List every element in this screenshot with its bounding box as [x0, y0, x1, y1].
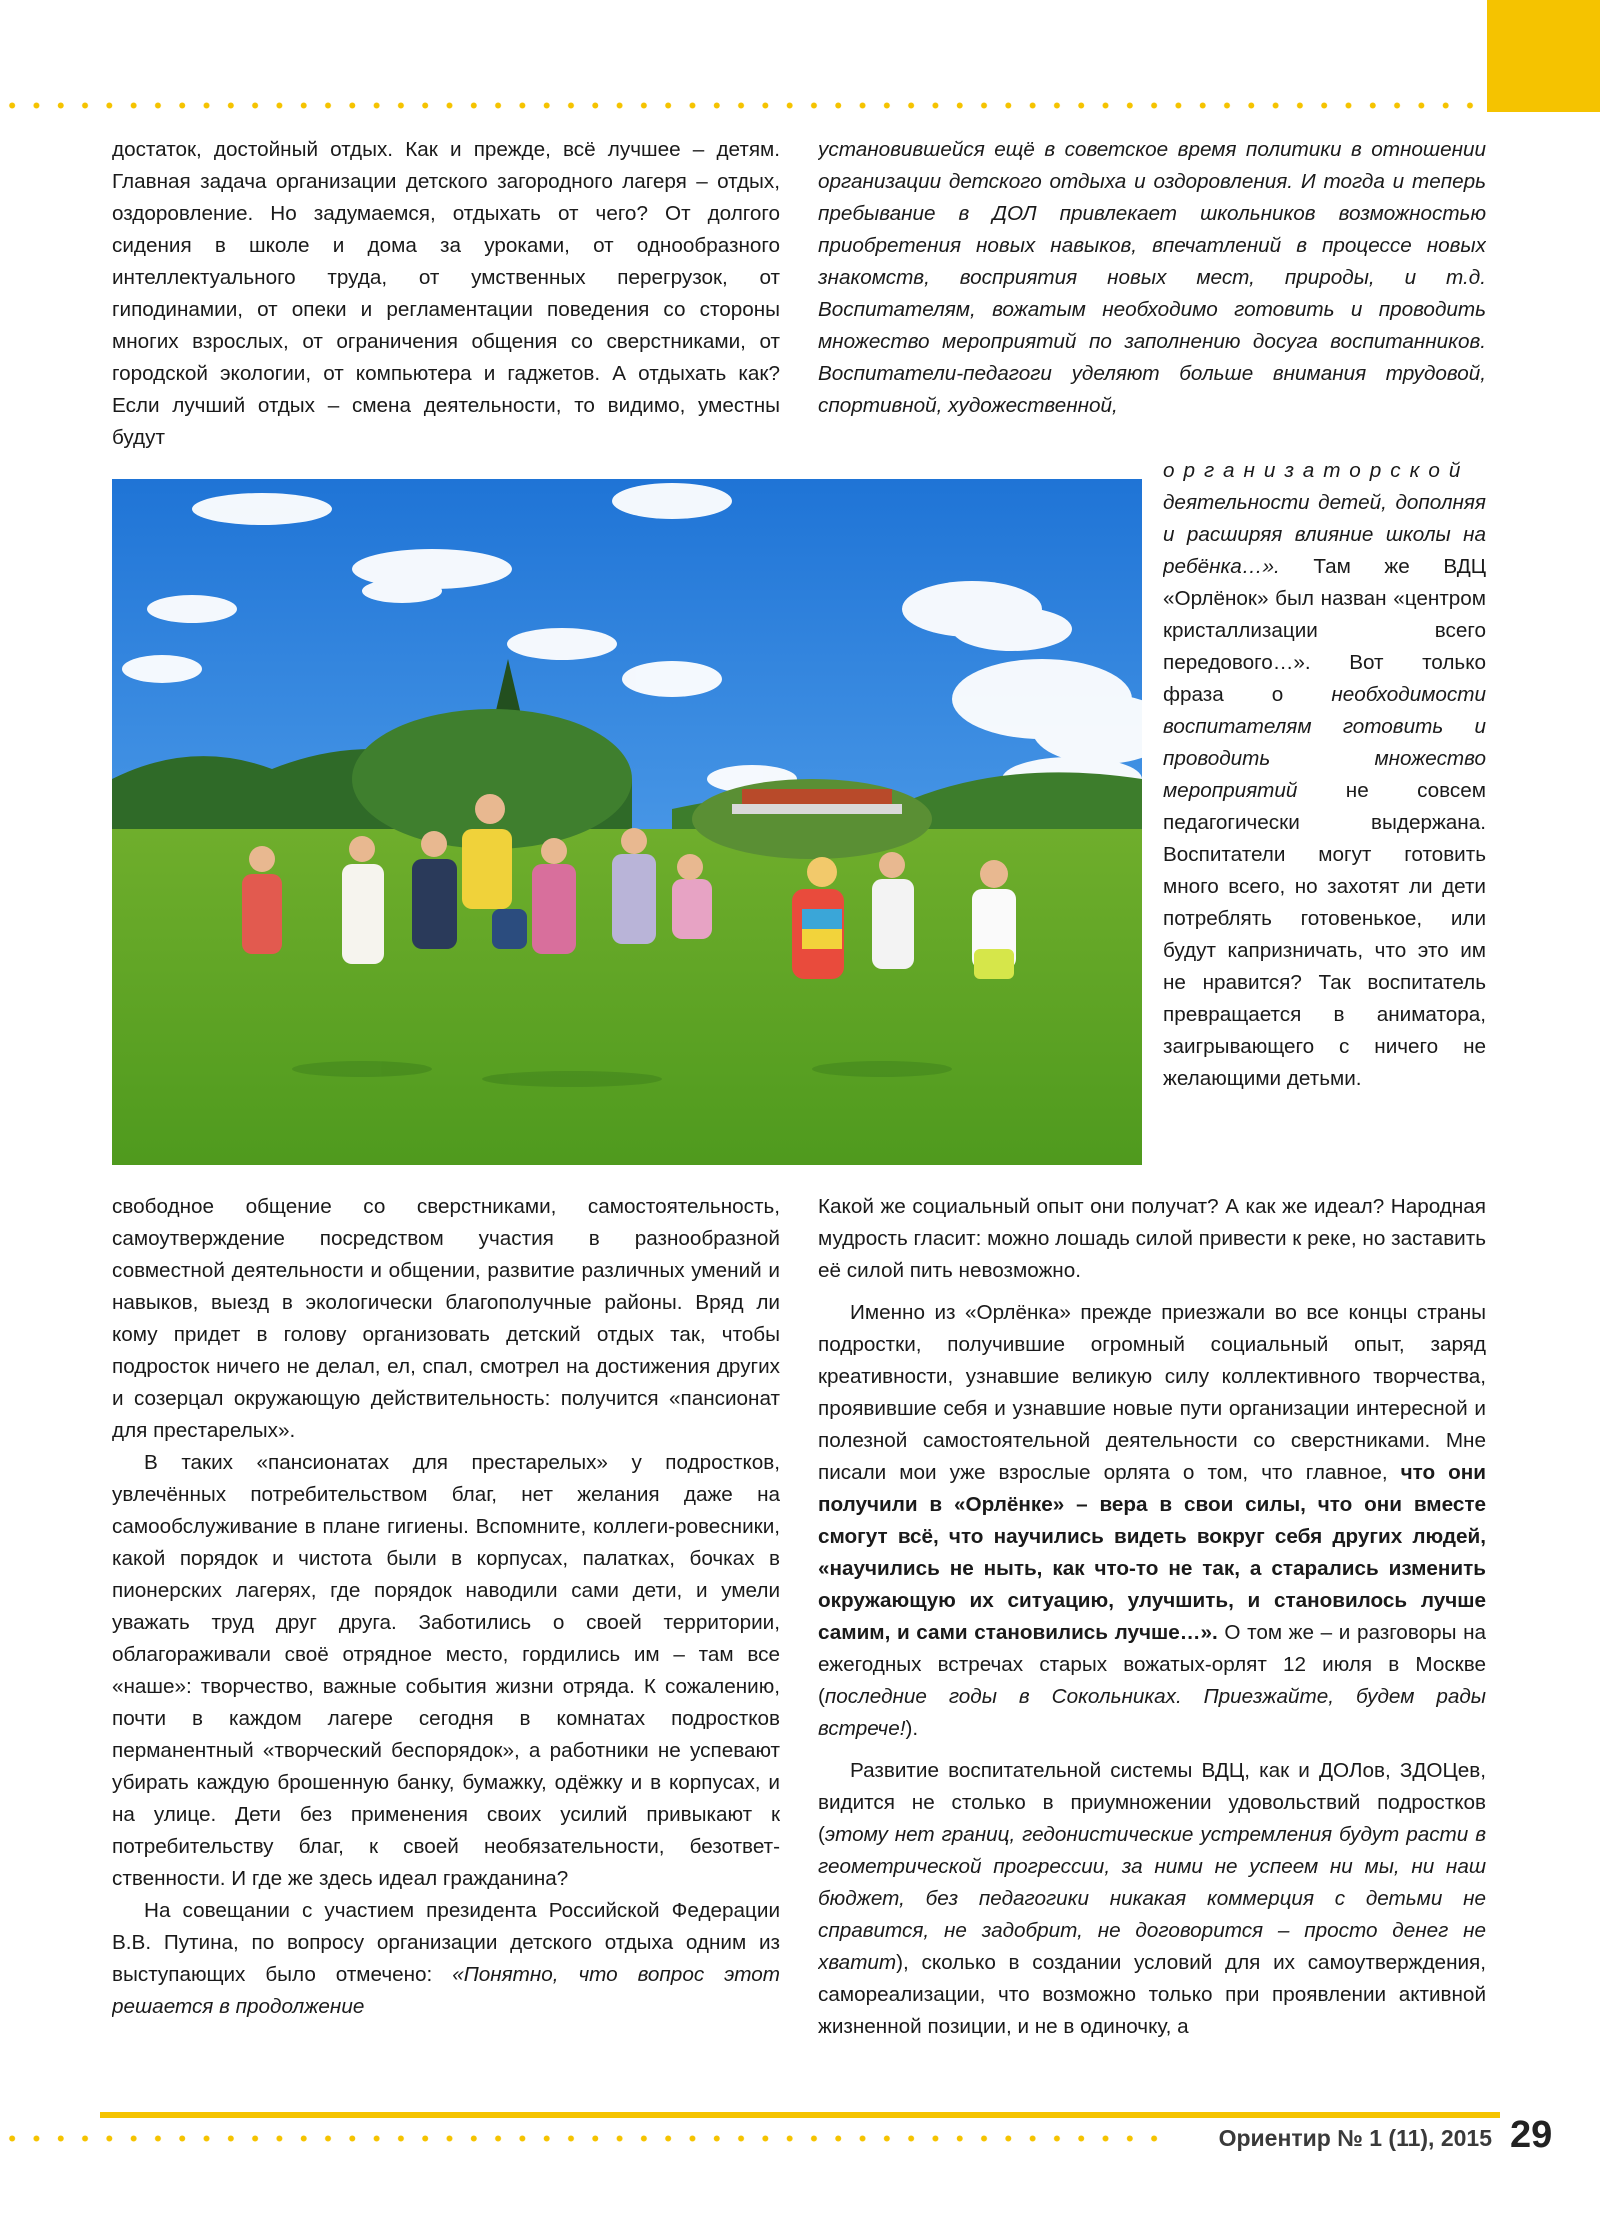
column-1-bottom	[112, 1191, 780, 2023]
text-span: О том же – и разговоры на ежегодных встречах старых вожатых-орлят 12 июля в Москве (	[818, 1621, 1486, 1708]
paragraph: Какой же социальный опыт они получат? А как же идеал? Народная мудрость гласит: можно лошадь силой привести к реке, но заставить её силой пить невозможно.	[818, 1195, 1486, 1282]
bold-span: что они получили в «Орлёнке» – вера в свои силы, что они вместе смогут всё, что научились видеть вокруг себя других людей, «научились не ныть, как что-то не так, а старались изменить окружающую их ситуацию, улучшить, и становилось лучше самим, и сами становились лучше…».	[818, 1461, 1486, 1644]
page-number: 29	[1510, 2114, 1553, 2156]
italic-span: этому нет границ, гедонистические устремления будут расти в геометрической прогрессии, за ними не успеем ни мы, ни наш бюджет, без педагогики никакая коммерция с детьми не справится, не задобрит, не договорится – просто денег не хватит	[818, 1823, 1486, 1974]
text-span: Там же ВДЦ «Орлёнок» был назван «центром кристаллизации всего передового…». Вот только фраза о	[1163, 555, 1486, 706]
column-2-bottom	[818, 1191, 1486, 2043]
quote-text: организаторской	[1163, 459, 1470, 482]
bottom-rule	[100, 2112, 1500, 2118]
text-span: ).	[905, 1717, 919, 1740]
top-dotted-line	[0, 102, 1490, 109]
italic-span: необходимости воспитателям готовить и проводить множество мероприятий	[1163, 683, 1486, 802]
camp-photo	[112, 479, 1142, 1165]
text-span: Именно из «Орлёнка» прежде приезжали во все концы страны подростки, получившие огромный социальный опыт, заряд креативности, узнавшие великую силу коллективного творчества, проявившие себя и узнавшие новые пути организации интересной и полезной самостоятельной деятельности со сверстниками. Мне писали мои уже взрослые орлята о том, что главное,	[818, 1301, 1486, 1484]
paragraph	[818, 1297, 1486, 1745]
quote-paragraph: установившейся ещё в советское время политики в отношении организации детского отдыха и оздоровления. И тогда и теперь пребывание в ДОЛ привлекает школьников возможностью приобретения новых навыков, впечатлений в процессе новых знакомств, восприятия новых мест, природы, и т.д. Воспитателям, вожатым необходимо готовить и проводить множество мероприятий по заполнению досуга воспитанников. Воспитатели-педагоги уделяют больше внимания трудовой, спортивной, художественной,	[818, 138, 1486, 417]
text-span: Развитие воспитательной системы ВДЦ, как и ДОЛов, ЗДОЦев, видится не столько в приумножении удовольствий подростков (	[818, 1759, 1486, 1846]
paragraph	[818, 1755, 1486, 2043]
magazine-footer: Ориентир № 1 (11), 2015	[1218, 2125, 1492, 2151]
paragraph: достаток, достойный отдых. Как и прежде, всё лучшее – детям. Главная задача организации детского загородного лагеря – отдых, оздоровление. Но задумаемся, отдыхать от чего? От долгого сидения в школе и дома за уроками, от однообразного интеллектуального труда, от умственных перегрузок, от гиподинамии, от опеки и регламентации поведения со стороны многих взрослых, от ограничения общения со сверстниками, от городской экологии, от компьютера и гаджетов. А отдыхать как? Если лучший отдых – смена деятельности, то видимо, уместны будут	[112, 138, 780, 449]
bottom-dotted-line	[0, 2135, 1160, 2142]
wrap-paragraph	[1163, 455, 1486, 1095]
paragraph: В таких «пансионатах для престарелых» у подростков, увлечённых потребительством благ, нет желания даже на самообслуживание в плане гигиены. Вспомните, коллеги-ровесники, какой порядок и чистота были в корпусах, палатках, бочках в пионерских лагерях, где порядок наводили сами дети, и умели уважать труд друг друга. Заботились о своей территории, облагораживали своё отрядное место, гордились им – там все «наше»: творчество, важные события жизни отряда. К сожалению, почти в каждом лагере сегодня в комнатах подростков перманентный «творческий беспорядок», а работники не успевают убирать каждую брошенную банку, бумажку, одёжку и в корпусах, и на улице. Дети без применения своих усилий привыкают к потребительству благ, к своей необязательности, безответственности. И где же здесь идеал гражданина?	[112, 1451, 780, 1890]
column-1-top	[112, 134, 780, 454]
paragraph	[112, 1895, 780, 2023]
column-2-top	[818, 134, 1486, 422]
quote-text: деятельности детей, дополняя и расширяя влияние школы на ребёнка…».	[1163, 491, 1486, 578]
column-2-wrap-text	[1163, 455, 1486, 1095]
text-span: ), сколько в создании условий для их самоутверждения, самореализации, что возможно только при проявлении активной жизненной позиции, и не в одиночку, а	[818, 1951, 1486, 2038]
paragraph: свободное общение со сверстниками, самостоятельность, самоутверждение посредством участия в разнообразной совместной деятельности и общении, развитие различных умений и навыков, выезд в экологически благополучные районы. Вряд ли кому придет в голову организовать детский отдых так, чтобы подросток ничего не делал, ел, спал, смотрел на достижения других и созерцал окружающую действительность: получится «пансионат для престарелых».	[112, 1195, 780, 1442]
corner-tab	[1487, 0, 1600, 112]
text-span: не совсем педагогически выдержана. Воспитатели могут готовить много всего, но захотят ли дети потреблять готовенькое, или будут капризничать, что это им не нравится? Так воспитатель превращается в аниматора, заигрывающего с ничего не желающими детьми.	[1163, 779, 1486, 1090]
text-span: На совещании с участием президента Российской Федерации В.В. Путина, по вопросу организации детского отдыха одним из выступающих было отмечено:	[112, 1899, 780, 1986]
quote-span: «Понятно, что вопрос этот решается в продолжение	[112, 1963, 780, 2018]
italic-span: последние годы в Сокольниках. Приезжайте, будем рады встрече!	[818, 1685, 1486, 1740]
